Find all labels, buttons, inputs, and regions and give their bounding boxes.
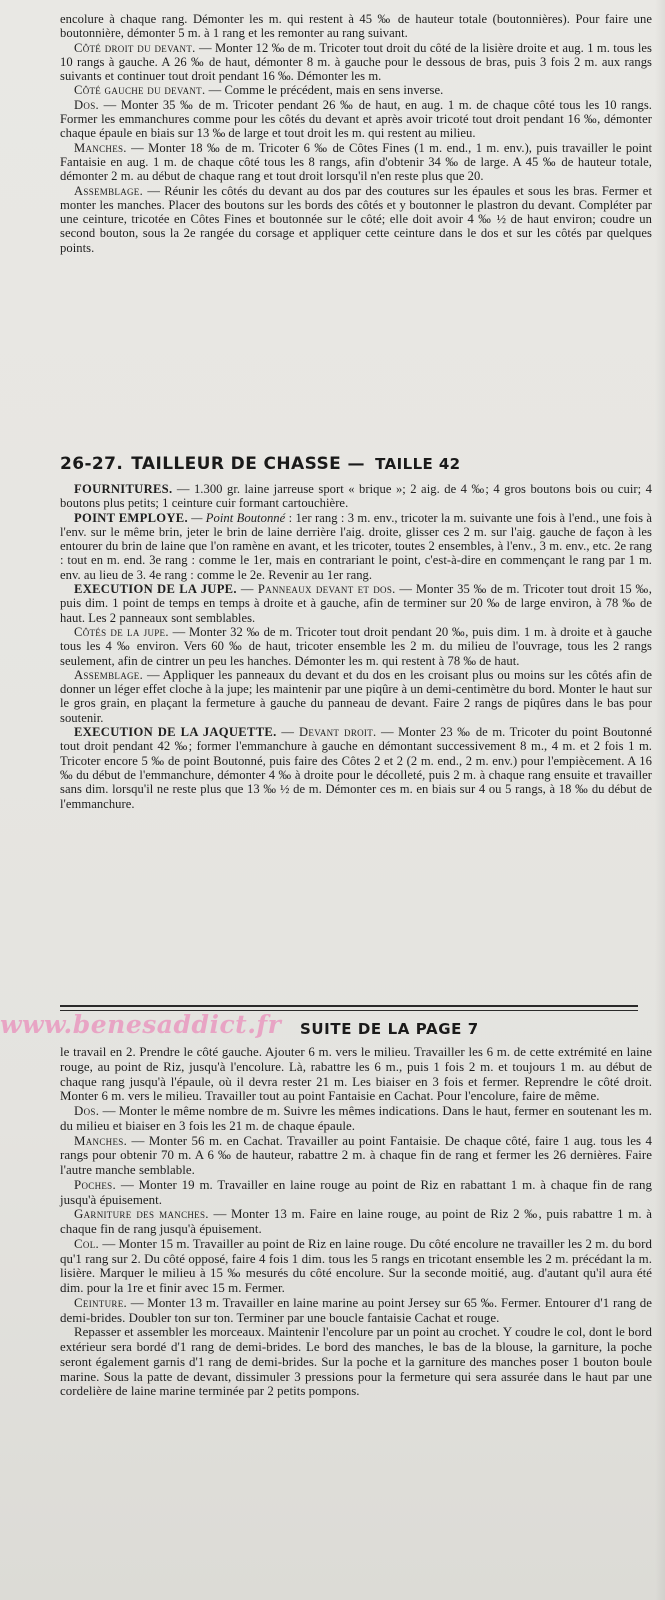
pattern-number: 26-27. <box>60 454 124 474</box>
paragraph-cote-gauche: Côté gauche du devant. — Comme le précédent, mais en sens inverse. <box>74 83 444 98</box>
paragraph-repasser: Repasser et assembler les morceaux. Maintenir l'encolure par un point au crochet. Y coudre le col, dont le bord extérieur sera bordé d'1 rang de demi-brides. Le bord des manches, le bas de la blouse, la garniture, la poche seront également garnis d'1 rang de demi-brides. Sur la poche et la garniture des manches poser 1 bouton boule marine. Sous la patte de devant, dissimuler 3 pressions pour la fermeture qui sera assurée dans le haut par une cordelière de laine marine terminée par 2 petits pompons. <box>60 1325 652 1399</box>
paragraph-dos: Dos. — Monter 35 ‰ de m. Tricoter pendant 26 ‰ de haut, en aug. 1 m. de chaque côté tous les 10 rangs. Former les emmanchures comme pour les côtés du devant et après avoir tricoté tout droit pendant 16 ‰, démonter chaque épaule en biais sur 13 ‰ de large et tout droit les m. qui restent au milieu. <box>60 97 652 141</box>
watermark-text: www.benesaddict.fr <box>0 1010 282 1039</box>
paragraph-execution-jupe: EXECUTION DE LA JUPE. — Panneaux devant et dos. — Monter 35 ‰ de m. Tricoter tout droit 15 ‰, puis dim. 1 point de temps en temps à droite et à gauche, afin de terminer sur 20 ‰ de large environ, à 78 ‰ de haut. Les 2 panneaux sont semblables. <box>60 582 652 625</box>
paragraph-manches: Manches. — Monter 18 ‰ de m. Tricoter 6 ‰ de Côtes Fines (1 m. end., 1 m. env.), puis travailler le point Fantaisie en aug. 1 m. de chaque côté tous les 8 rangs, afin d'obtenir 34 ‰ de large. A 45 ‰ de hauteur totale, démonter 2 m. au début de chaque rang et tout droit lorsqu'il n'en reste plus que 20. <box>60 140 652 184</box>
pattern-size: TAILLE 42 <box>375 455 461 473</box>
section-divider-thick <box>60 1005 638 1007</box>
paragraph-cote-droit: Côté droit du devant. — Monter 12 ‰ de m. Tricoter tout droit du côté de la lisière droite et aug. 1 m. tous les 10 rangs à gauche. A 26 ‰ de haut, démonter 8 m. à gauche pour le dessous de bras, puis 3 fois 2 m. aux rangs suivants et continuer tout droit pendant 16 ‰. Démonter les m. <box>60 40 652 84</box>
page-edge-shadow <box>655 0 665 1600</box>
previous-pattern-continuation <box>60 12 652 255</box>
paragraph-garniture-manches: Garniture des manches. — Monter 13 m. Faire en laine rouge, au point de Riz 2 ‰, puis rabattre 1 m. à chaque fin de rang jusqu'à épuisement. <box>60 1207 652 1236</box>
paragraph-encolure: encolure à chaque rang. Démonter les m. qui restent à 45 ‰ de hauteur totale (boutonnières). Pour faire une boutonnière, démonter 5 m. à 1 rang et les remonter au rang suivant. <box>60 12 652 41</box>
paragraph-assemblage: Assemblage. — Réunir les côtés du devant au dos par des coutures sur les épaules et sous les bras. Fermer et monter les manches. Placer des boutons sur les bords des côtés et y boutonner le plastron du devant. Compléter par une ceinture, tricotée en Côtes Fines et boutonnée sur le côté; elle doit avoir 4 ‰ ½ de haut environ; coudre un second bouton, sous la 2e rangée du corsage et appliquer cette ceinture dans le dos et sur les côtés par quelques points. <box>60 183 652 255</box>
paragraph-point-employe: POINT EMPLOYE. — Point Boutonné : 1er rang : 3 m. env., tricoter la m. suivante une fois à l'end., une fois à l'env. sur le même brin, jeter le brin de laine derrière l'aig. droite, glisser ces 2 m. sur l'aig. gauche de façon à les entourer du brin de laine que l'on ramène en avant, et les tricoter, toutes 2 ensembles, à l'env., 3 m. env., etc. 2e rang : tout en m. end. 3e rang : comme le 1er, mais en contrariant le point, c'est-à-dire en commençant le rang par 1 m. env. au lieu de 3. 4e rang : comme le 2e. Revenir au 1er rang. <box>60 510 653 582</box>
tailleur-de-chasse-pattern <box>60 482 652 811</box>
paragraph-col: Col. — Monter 15 m. Travailler au point de Riz en laine rouge. Du côté encolure ne travailler les 2 m. du bord qu'1 rang sur 2. Du côté opposé, faire 4 fois 1 dim. tous les 5 rangs en tricotant ensemble les 2 m. précédant la m. lisière. Marquer le milieu à 15 ‰ mesurés du côté encolure. Sur la seconde moitié, aug. d'autant qu'il aura été dim. pour la 1re et finir avec 15 m. Fermer. <box>60 1236 652 1295</box>
paragraph-dos-suite: Dos. — Monter le même nombre de m. Suivre les mêmes indications. Dans le haut, fermer en soutenant les m. du milieu et biaiser en 3 fois les 21 m. de chaque épaule. <box>60 1104 652 1133</box>
paragraph-cotes-jupe: Côtés de la jupe. — Monter 32 ‰ de m. Tricoter tout droit pendant 20 ‰, puis dim. 1 m. à droite et à gauche tous les 4 ‰ environ. Vers 60 ‰ de haut, tricoter ensemble les 2 m. du milieu de l'ouvrage, tous les 2 rangs seulement, afin de cintrer un peu les hanches. Démonter les m. qui restent à 78 ‰ de haut. <box>60 624 653 668</box>
paragraph-execution-jaquette: EXECUTION DE LA JAQUETTE. — Devant droit. — Monter 23 ‰ de m. Tricoter du point Boutonné tout droit pendant 42 ‰; former l'emmanchure à gauche en démontant successivement 8 m., 4 m. et 2 fois 1 m. Tricoter encore 5 ‰ de point Boutonné, puis faire des Côtes 2 et 2 (2 m. end., 2 m. env.) pour l'empiècement. A 16 ‰ du début de l'emmanchure, démonter 4 ‰ à droite pour le décolleté, puis 2 m. à chaque rang ensuite et travailler sans dim. lorsqu'il ne reste plus que 13 ‰ ½ de m. Démonter ces m. en biais sur 4 ou 5 rangs, à 18 ‰ du début de l'emmanchure. <box>60 725 652 811</box>
paragraph-poches: Poches. — Monter 19 m. Travailler en laine rouge au point de Riz en rabattant 1 m. à chaque fin de rang jusqu'à épuisement. <box>60 1177 652 1207</box>
magazine-page <box>60 0 652 1600</box>
paragraph-assemblage-jupe: Assemblage. — Appliquer les panneaux du devant et du dos en les croisant plus ou moins sur les côtés afin de donner un léger effet cloche à la jupe; les maintenir par une piqûre à un demi-centimètre du bord. Monter le haut sur le gros grain, en plaçant la fermeture à gauche du panneau de devant. Faire 2 rangs de piqûres dans le bas pour soutenir. <box>60 667 652 725</box>
suite-page-7-text <box>60 1045 652 1399</box>
pattern-heading <box>60 454 590 474</box>
suite-page-7-heading: SUITE DE LA PAGE 7 <box>300 1020 479 1038</box>
paragraph-ceinture: Ceinture. — Monter 13 m. Travailler en laine marine au point Jersey sur 65 ‰. Fermer. Entourer d'1 rang de demi-brides. Doubler ton sur ton. Terminer par une boucle fantaisie Cachat et rouge. <box>60 1295 652 1325</box>
paragraph-travail-en-2: le travail en 2. Prendre le côté gauche. Ajouter 6 m. vers le milieu. Travailler les 6 m. de cette extrémité en laine rouge, au point de Riz, jusqu'à l'encolure. Là, rabattre les 6 m., puis 1 fois 2 m. et toujours 1 m. au début de chaque rang jusqu'à l'épaule, où il devra rester 21 m. Les biaiser en 3 fois et fermer. Reprendre le côté droit. Monter 6 m. vers le milieu. Travailler tout au point Fantaisie en Cachat. Pour l'encolure, faire de même. <box>60 1045 652 1104</box>
paragraph-manches-suite: Manches. — Monter 56 m. en Cachat. Travailler au point Fantaisie. De chaque côté, faire 1 aug. tous les 4 rangs pour obtenir 70 m. A 6 ‰ de hauteur, rabattre 2 m. à chaque fin de rang et fermer les 26 dernières. Faire l'autre manche semblable. <box>60 1133 652 1177</box>
paragraph-fournitures: FOURNITURES. — 1.300 gr. laine jarreuse sport « brique »; 2 aig. de 4 ‰; 4 gros boutons bois ou cuir; 4 boutons plus petits; 1 ceinture cuir formant cartouchière. <box>60 482 652 511</box>
pattern-title: TAILLEUR DE CHASSE — <box>131 454 365 474</box>
